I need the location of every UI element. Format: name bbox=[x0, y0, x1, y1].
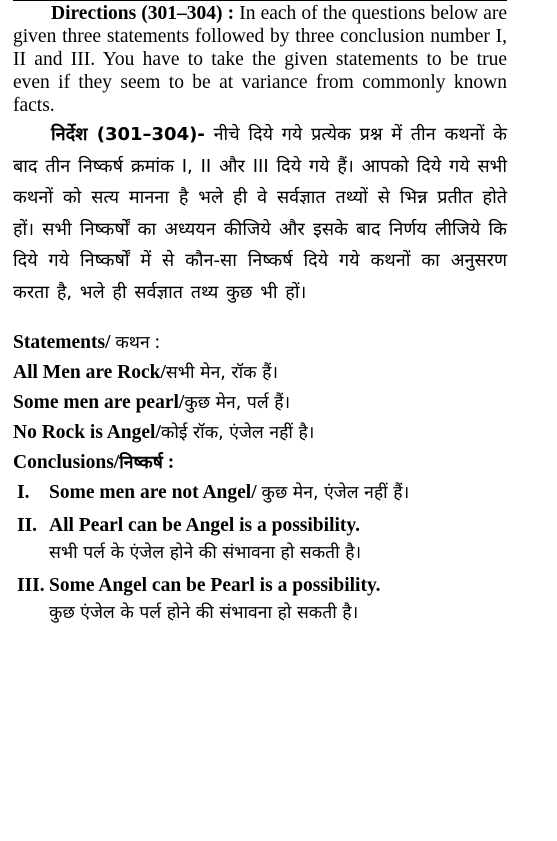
statement-2-en: Some men are pearl/ bbox=[13, 392, 185, 413]
statement-1-hi: सभी मेन, रॉक हैं। bbox=[165, 363, 279, 383]
statement-2-hi: कुछ मेन, पर्ल हैं। bbox=[184, 393, 291, 413]
conclusion-item bbox=[13, 511, 507, 567]
conclusion-1-hi: कुछ मेन, एंजेल नहीं हैं। bbox=[261, 483, 410, 503]
conclusion-3-hi: कुछ एंजेल के पर्ल होने की संभावना हो सकती है। bbox=[49, 603, 359, 623]
conclusion-2-hi: सभी पर्ल के एंजेल होने की संभावना हो सकती है। bbox=[49, 543, 362, 563]
statement-1-en: All Men are Rock/ bbox=[13, 362, 166, 383]
directions-hindi-label: निर्देश (301–304)- bbox=[51, 124, 205, 145]
statements-heading-en: Statements/ bbox=[13, 332, 111, 353]
directions-hindi-text: नीचे दिये गये प्रत्येक प्रश्न में तीन कथनों के बाद तीन निष्कर्ष क्रमांक I, II और III दिये गये हैं। आपको दिये गये सभी कथनों को सत्य मानना है भले ही वे सर्वज्ञात तथ्यों से भिन्न प्रतीत होते हों। सभी निष्कर्षों का अध्ययन कीजिये और इसके बाद निर्णय लीजिये कि दिये गये निष्कर्षों में से कौन-सा निष्कर्ष दिये गये कथनों का अनुसरण करता है, भले ही सर्वज्ञात तथ्य कुछ भी हों। bbox=[13, 124, 507, 303]
conclusion-3-en: Some Angel can be Pearl is a possibility. bbox=[49, 575, 381, 596]
statement-item bbox=[13, 418, 507, 448]
directions-english bbox=[13, 2, 507, 117]
conclusion-3-number: III. bbox=[17, 575, 45, 596]
directions-label: Directions (301–304) : bbox=[51, 3, 235, 24]
directions-text: In each of the questions below are given three statements followed by three conclusion number I, II and III. You have to take the given statements to be true even if they seem to be at variance from commonly known facts. bbox=[13, 3, 507, 116]
conclusion-1-number: I. bbox=[17, 482, 30, 503]
conclusions-heading-hi: निष्कर्ष bbox=[119, 453, 163, 473]
conclusions-heading bbox=[13, 448, 507, 478]
statement-3-en: No Rock is Angel/ bbox=[13, 422, 161, 443]
statements-heading-colon: : bbox=[154, 332, 160, 353]
statements-heading bbox=[13, 328, 507, 358]
statement-item bbox=[13, 388, 507, 418]
conclusions-heading-colon: : bbox=[167, 452, 175, 473]
statements-heading-hi: कथन bbox=[115, 333, 150, 353]
conclusion-item bbox=[13, 571, 507, 627]
conclusion-2-number: II. bbox=[17, 515, 38, 536]
conclusion-item bbox=[13, 478, 449, 507]
conclusion-2-en: All Pearl can be Angel is a possibility. bbox=[49, 515, 360, 536]
question-page bbox=[13, 2, 507, 627]
statement-item bbox=[13, 358, 507, 388]
top-rule bbox=[13, 0, 507, 1]
directions-hindi bbox=[13, 119, 507, 308]
conclusion-1-en: Some men are not Angel/ bbox=[49, 482, 257, 503]
statement-3-hi: कोई रॉक, एंजेल नहीं है। bbox=[160, 423, 315, 443]
conclusions-heading-en: Conclusions/ bbox=[13, 452, 120, 473]
